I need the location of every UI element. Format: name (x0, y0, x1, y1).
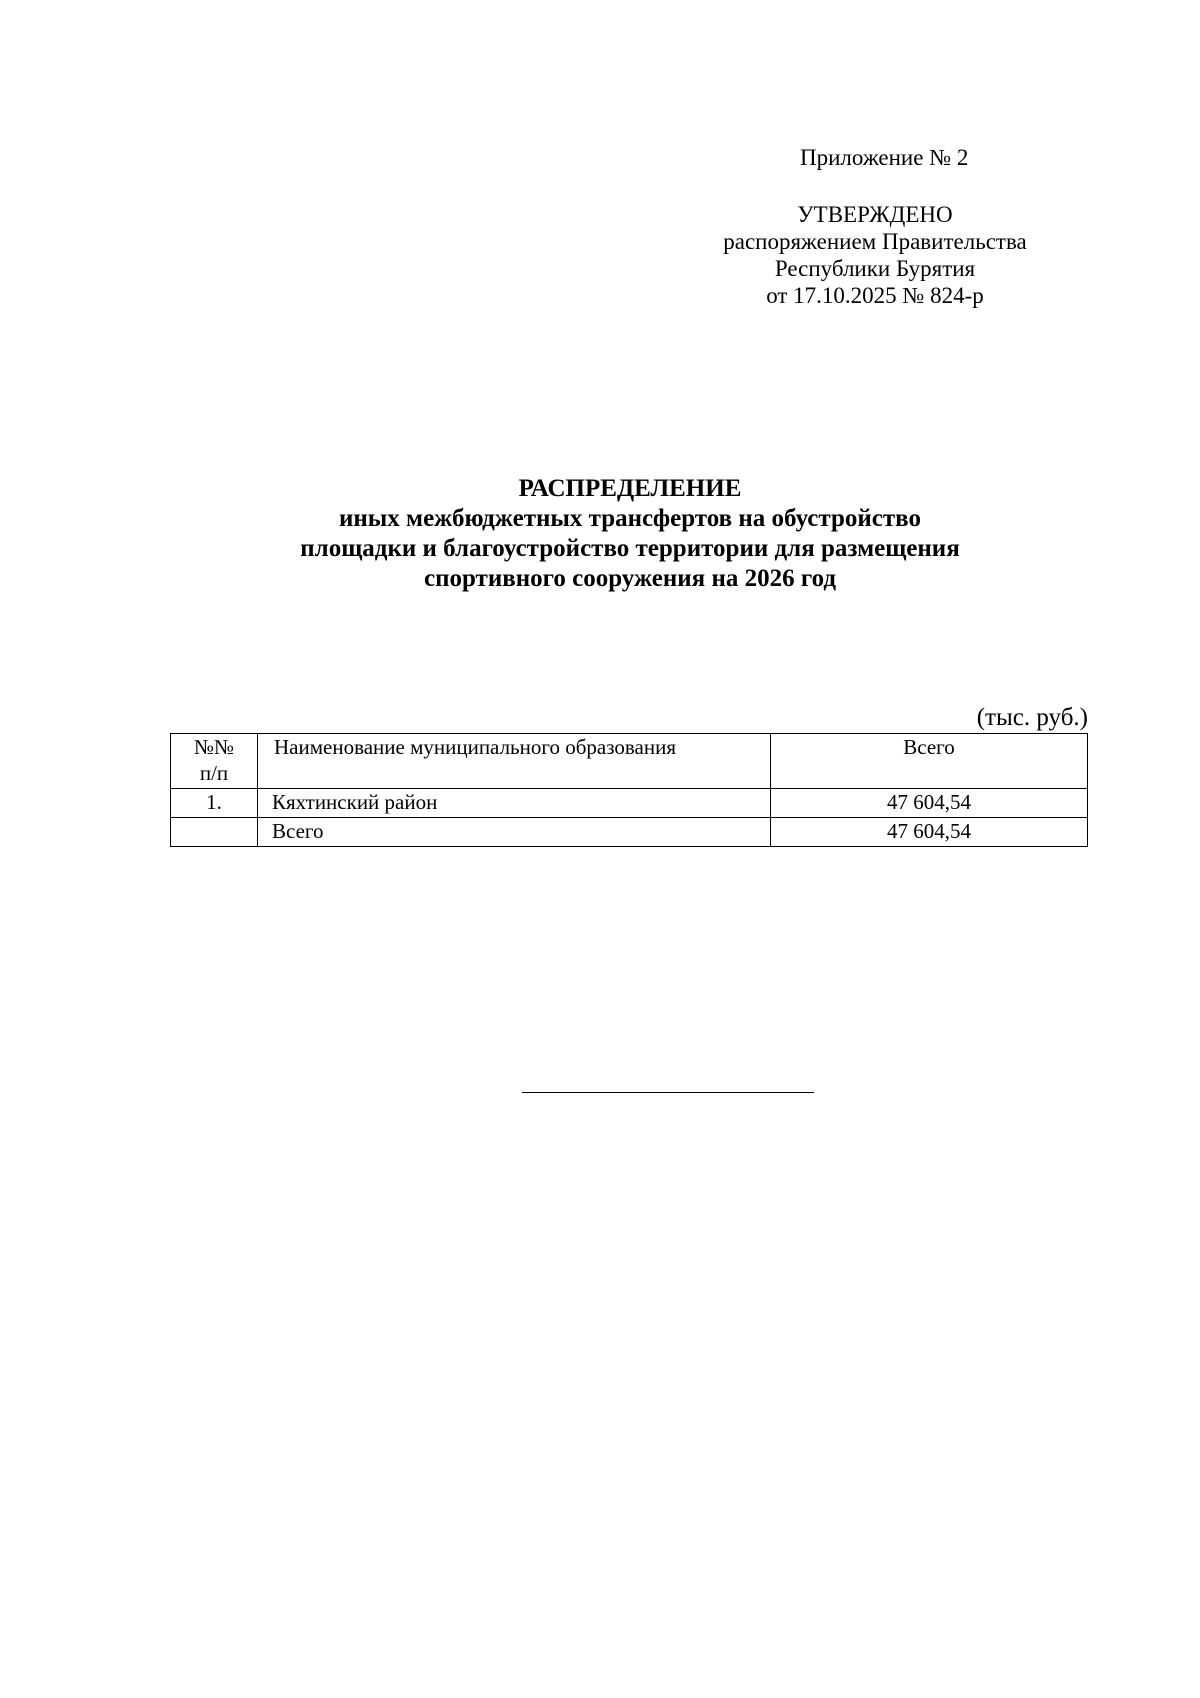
appendix-label: Приложение № 2 (800, 145, 969, 170)
title-line-2: иных межбюджетных трансфертов на обустройство (338, 505, 921, 532)
table-row (171, 789, 1088, 818)
approval-block (690, 201, 1060, 309)
approval-authority: распоряжением Правительства (723, 229, 1027, 254)
header-municipality-name: Наименование муниципального образования (258, 734, 771, 789)
header-number-line-2: п/п (199, 761, 229, 785)
row-number: 1. (171, 789, 258, 818)
row-municipality-name: Кяхтинский район (258, 789, 771, 818)
row-total: 47 604,54 (771, 818, 1088, 847)
title-line-3: площадки и благоустройство территории для размещения (300, 535, 960, 562)
row-municipality-name: Всего (258, 818, 771, 847)
units-note: (тыс. руб.) (976, 704, 1088, 731)
table-row-total (171, 818, 1088, 847)
row-total: 47 604,54 (771, 789, 1088, 818)
distribution-table (170, 733, 1088, 847)
header-number (171, 734, 258, 789)
approval-heading: УТВЕРЖДЕНО (797, 202, 953, 227)
row-number (171, 818, 258, 847)
title-line-1: РАСПРЕДЕЛЕНИЕ (518, 475, 742, 502)
approval-region: Республики Бурятия (774, 256, 976, 281)
closing-separator-line (522, 1092, 814, 1093)
title-line-4: спортивного сооружения на 2026 год (423, 565, 837, 592)
approval-date-number: от 17.10.2025 № 824-р (766, 283, 984, 308)
header-number-line-1: №№ (193, 735, 235, 759)
document-title (150, 474, 1110, 594)
header-total: Всего (771, 734, 1088, 789)
table-header-row (171, 734, 1088, 789)
